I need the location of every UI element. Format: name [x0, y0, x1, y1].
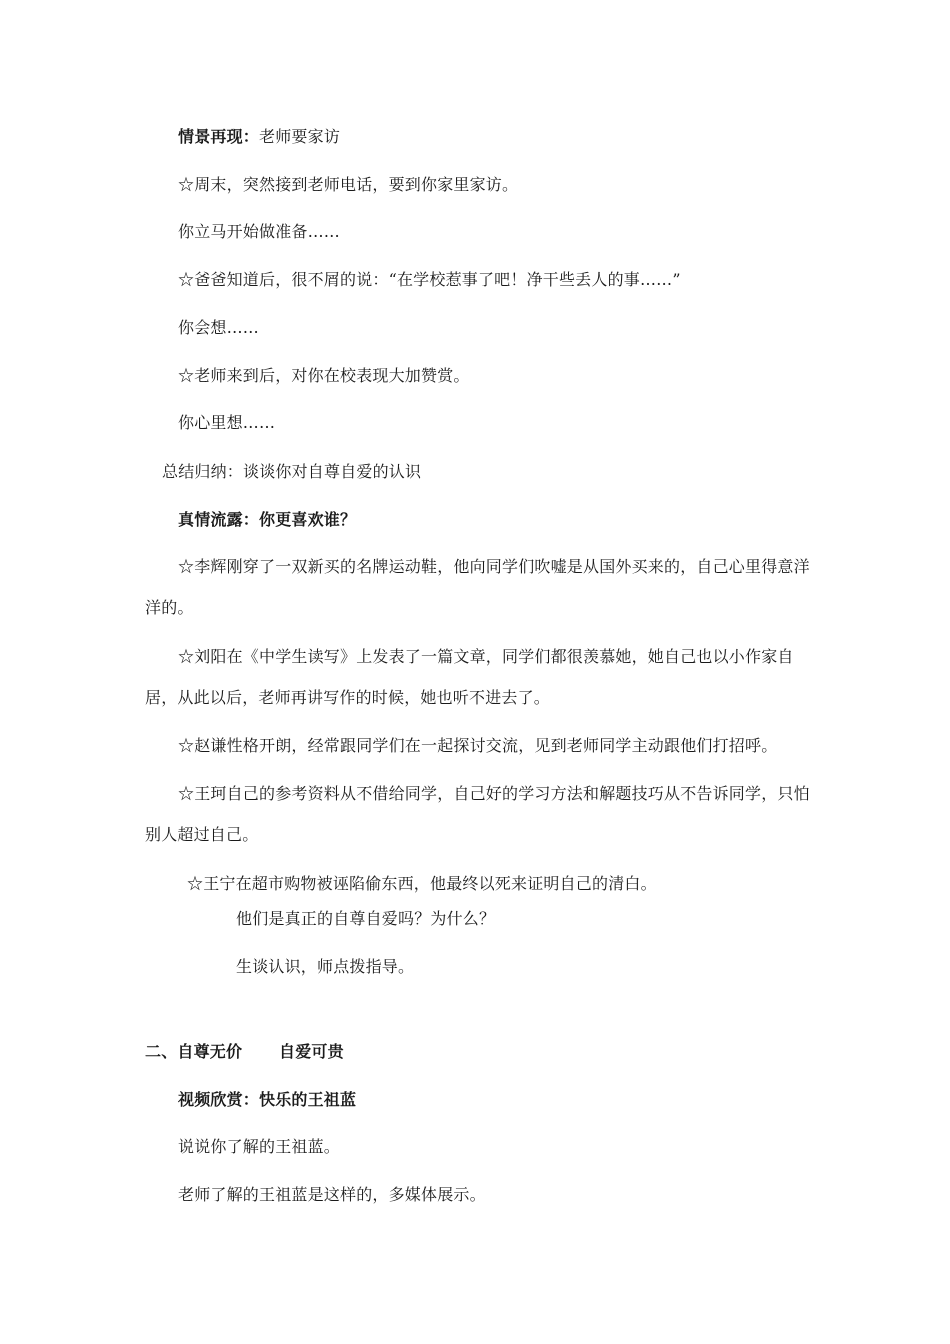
- scene-heading: [178, 127, 340, 147]
- part2-line-2: 老师了解的王祖蓝是这样的，多媒体展示。: [178, 1185, 486, 1204]
- true-feelings-heading: 真情流露：你更喜欢谁？: [178, 510, 357, 529]
- part2-line-1: 说说你了解的王祖蓝。: [178, 1137, 341, 1156]
- question-line: 他们是真正的自尊自爱吗？为什么？: [236, 909, 496, 928]
- scene-line-1: ☆周末，突然接到老师电话，要到你家里家访。: [178, 175, 519, 194]
- paragraph-wang-ke: ☆王珂自己的参考资料从不借给同学，自己好的学习方法和解题技巧从不告诉同学，只怕别人超过自己。: [145, 784, 810, 844]
- scene-heading-label: 情景再现：: [178, 127, 260, 146]
- scene-line-3: ☆爸爸知道后，很不屑的说：“在学校惹事了吧！净干些丢人的事……”: [178, 270, 681, 289]
- guidance-line: 生谈认识，师点拨指导。: [236, 957, 415, 976]
- paragraph-li-hui: ☆李辉刚穿了一双新买的名牌运动鞋，他向同学们吹嘘是从国外买来的，自己心里得意洋洋的。: [145, 557, 810, 617]
- scene-heading-value: 老师要家访: [259, 127, 341, 146]
- scene-line-2: 你立马开始做准备……: [178, 222, 341, 241]
- paragraph-zhao-qian: ☆赵谦性格开朗，经常跟同学们在一起探讨交流，见到老师同学主动跟他们打招呼。: [178, 736, 778, 755]
- video-heading: 视频欣赏：快乐的王祖蓝: [178, 1090, 357, 1109]
- scene-line-5: ☆老师来到后，对你在校表现大加赞赏。: [178, 366, 470, 385]
- paragraph-liu-yang: ☆刘阳在《中学生读写》上发表了一篇文章，同学们都很羡慕她，她自己也以小作家自居，从此以后，老师再讲写作的时候，她也听不进去了。: [145, 647, 794, 707]
- scene-line-4: 你会想……: [178, 318, 260, 337]
- summary-line: 总结归纳：谈谈你对自尊自爱的认识: [162, 462, 422, 481]
- scene-line-6: 你心里想……: [178, 413, 276, 432]
- part2-heading-right: 自爱可贵: [279, 1042, 344, 1061]
- paragraph-wang-ning: ☆王宁在超市购物被诬陷偷东西，他最终以死来证明自己的清白。: [187, 874, 657, 893]
- part2-heading-left: 二、自尊无价: [145, 1042, 243, 1061]
